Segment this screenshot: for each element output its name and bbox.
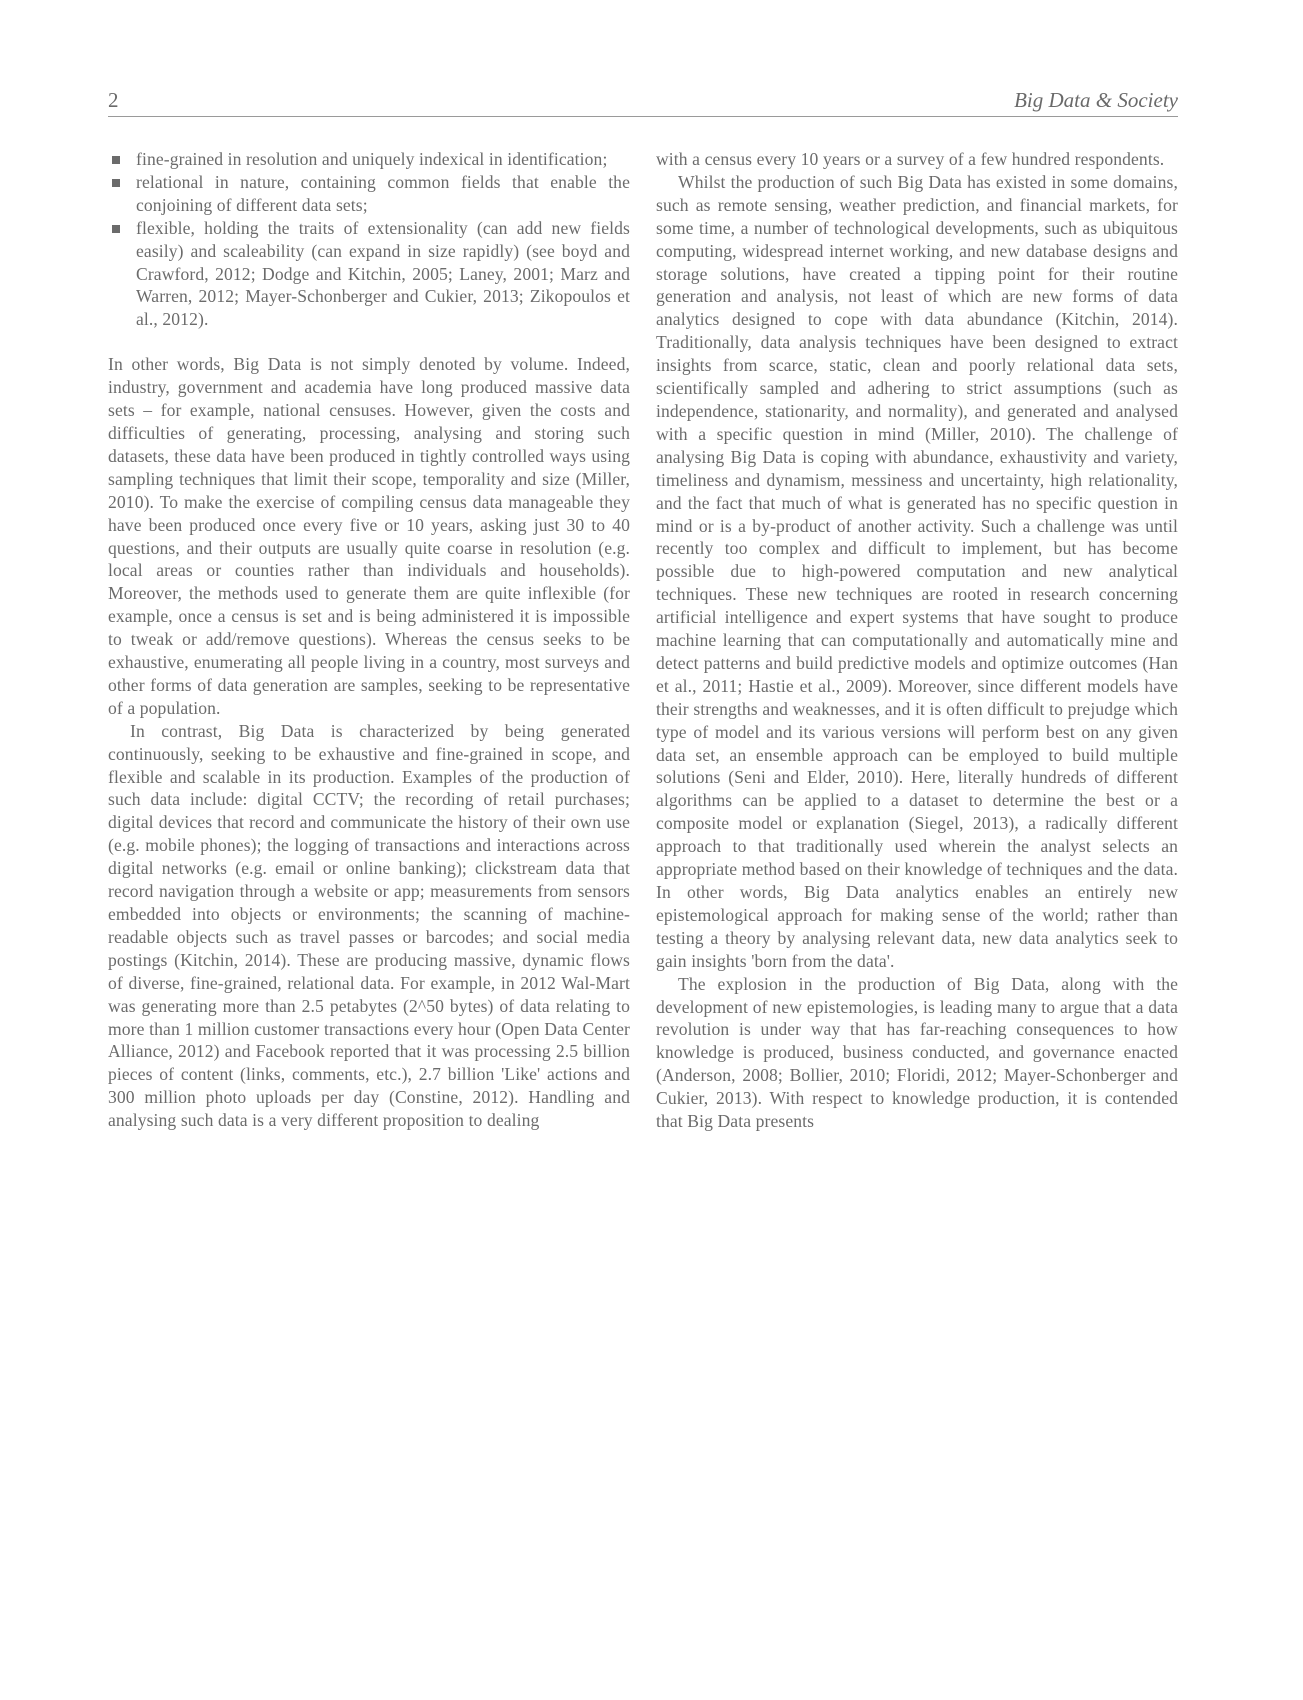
bullet-text: fine-grained in resolution and uniquely indexical in identification;: [136, 149, 608, 169]
body-paragraph: with a census every 10 years or a survey of a few hundred respondents.: [656, 149, 1165, 169]
page-header: [108, 88, 1178, 114]
bullet-icon: [112, 179, 120, 187]
body-paragraph: The explosion in the production of Big Data, along with the development of new epistemologies, is leading many to argue that a data revolution is under way that has far-reaching consequences to how knowledge is produced, business conducted, and governance enacted (Anderson, 2008; Bollier, 2010; Floridi, 2012; Mayer-Schonberger and Cukier, 2013). With respect to knowledge production, it is contended that Big Data presents: [656, 973, 1178, 1132]
right-column: [656, 148, 1178, 1133]
bullet-item: [108, 148, 630, 171]
page-number: 2: [108, 88, 119, 112]
body-paragraph: Whilst the production of such Big Data has existed in some domains, such as remote sensing, weather prediction, and financial markets, for some time, a number of technological developments, such as ubiquitous computing, widespread internet working, and new database designs and storage solutions, have created a tipping point for their routine generation and analysis, not least of which are new forms of data analytics designed to cope with data abundance (Kitchin, 2014). Traditionally, data analysis techniques have been designed to extract insights from scarce, static, clean and poorly relational data sets, scientifically sampled and adhering to strict assumptions (such as independence, stationarity, and normality), and generated and analysed with a specific question in mind (Miller, 2010). The challenge of analysing Big Data is coping with abundance, exhaustivity and variety, timeliness and dynamism, messiness and uncertainty, high relationality, and the fact that much of what is generated has no specific question in mind or is a by-product of another activity. Such a challenge was until recently too complex and difficult to implement, but has become possible due to high-powered computation and new analytical techniques. These new techniques are rooted in research concerning artificial intelligence and expert systems that have sought to produce machine learning that can computationally and automatically mine and detect patterns and build predictive models and optimize outcomes (Han et al., 2011; Hastie et al., 2009). Moreover, since different models have their strengths and weaknesses, and it is often difficult to prejudge which type of model and its various versions will perform best on any given data set, an ensemble approach can be employed to build multiple solutions (Seni and Elder, 2010). Here, literally hundreds of different algorithms can be applied to a dataset to determine the best or a composite model or explanation (Siegel, 2013), a radically different approach to that traditionally used wherein the analyst selects an appropriate method based on their knowledge of techniques and the data. In other words, Big Data analytics enables an entirely new epistemological approach for making sense of the world; rather than testing a theory by analysing relevant data, new data analytics seek to gain insights 'born from the data'.: [656, 171, 1178, 971]
bullet-item: [108, 171, 630, 217]
running-head: Big Data & Society: [1014, 88, 1178, 112]
bullet-icon: [112, 156, 120, 164]
bullet-item: [108, 217, 630, 332]
bullet-list: [108, 148, 630, 331]
bullet-icon: [112, 225, 120, 233]
left-column: [108, 148, 630, 1132]
body-paragraph: In other words, Big Data is not simply denoted by volume. Indeed, industry, government and academia have long produced massive data sets – for example, national censuses. However, given the costs and difficulties of generating, processing, analysing and storing such datasets, these data have been produced in tightly controlled ways using sampling techniques that limit their scope, temporality and size (Miller, 2010). To make the exercise of compiling census data manageable they have been produced once every five or 10 years, asking just 30 to 40 questions, and their outputs are usually quite coarse in resolution (e.g. local areas or counties rather than individuals and households). Moreover, the methods used to generate them are quite inflexible (for example, once a census is set and is being administered it is impossible to tweak or add/remove questions). Whereas the census seeks to be exhaustive, enumerating all people living in a country, most surveys and other forms of data generation are samples, seeking to be representative of a population.: [108, 354, 630, 718]
header-rule: [108, 116, 1178, 117]
body-paragraph: In contrast, Big Data is characterized by being generated continuously, seeking to be exhaustive and fine-grained in scope, and flexible and scalable in its production. Examples of the production of such data include: digital CCTV; the recording of retail purchases; digital devices that record and communicate the history of their own use (e.g. mobile phones); the logging of transactions and interactions across digital networks (e.g. email or online banking); clickstream data that record navigation through a website or app; measurements from sensors embedded into objects or environments; the scanning of machine-readable objects such as travel passes or barcodes; and social media postings (Kitchin, 2014). These are producing massive, dynamic flows of diverse, fine-grained, relational data. For example, in 2012 Wal-Mart was generating more than 2.5 petabytes (2^50 bytes) of data relating to more than 1 million customer transactions every hour (Open Data Center Alliance, 2012) and Facebook reported that it was processing 2.5 billion pieces of content (links, comments, etc.), 2.7 billion 'Like' actions and 300 million photo uploads per day (Constine, 2012). Handling and analysing such data is a very different proposition to dealing: [108, 720, 630, 1131]
bullet-text: flexible, holding the traits of extensionality (can add new fields easily) and scaleability (can expand in size rapidly) (see boyd and Crawford, 2012; Dodge and Kitchin, 2005; Laney, 2001; Marz and Warren, 2012; Mayer-Schonberger and Cukier, 2013; Zikopoulos et al., 2012).: [136, 217, 630, 330]
bullet-text: relational in nature, containing common fields that enable the conjoining of different data sets;: [136, 171, 630, 215]
